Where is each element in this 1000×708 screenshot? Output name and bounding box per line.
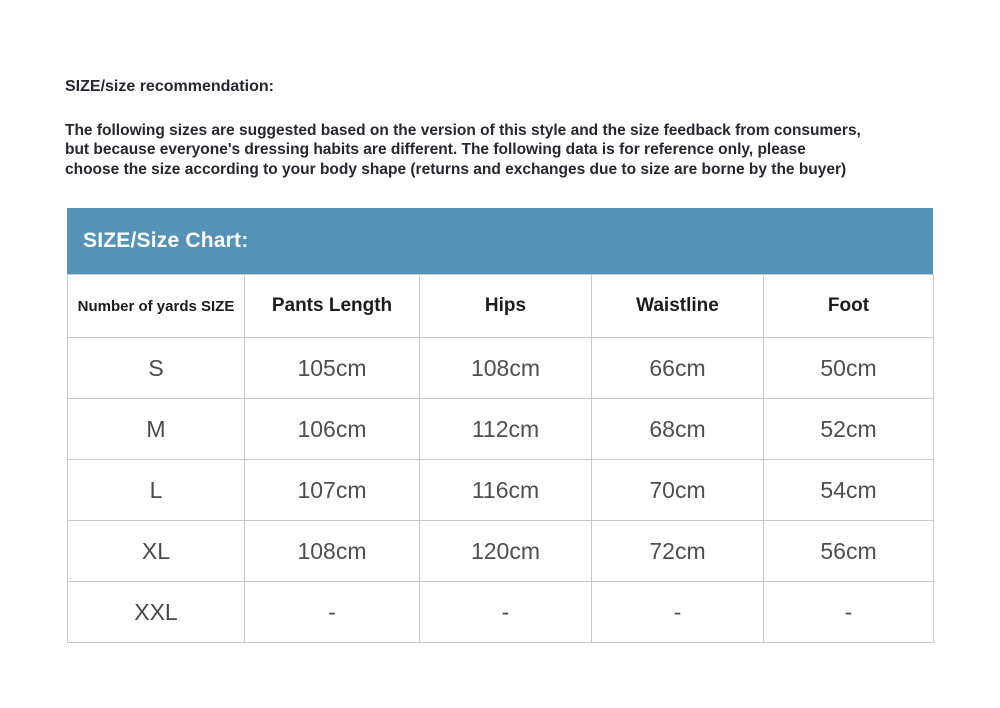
hips-cell: 108cm	[420, 338, 592, 399]
foot-cell: 50cm	[764, 338, 934, 399]
pants-length-cell: 105cm	[245, 338, 420, 399]
size-chart-header-bar	[67, 208, 933, 274]
hips-cell: 116cm	[420, 460, 592, 521]
pants-length-cell: 107cm	[245, 460, 420, 521]
pants-length-cell: -	[245, 582, 420, 643]
column-header-foot: Foot	[764, 275, 934, 338]
size-chart-heading: SIZE/Size Chart:	[83, 229, 249, 252]
table-row-l	[68, 460, 934, 521]
size-chart-table	[67, 274, 934, 643]
foot-cell: -	[764, 582, 934, 643]
waistline-cell: 68cm	[592, 399, 764, 460]
hips-cell: 120cm	[420, 521, 592, 582]
column-header-size: Number of yards SIZE	[68, 275, 245, 338]
table-row-m	[68, 399, 934, 460]
foot-cell: 56cm	[764, 521, 934, 582]
table-row-xl	[68, 521, 934, 582]
hips-cell: 112cm	[420, 399, 592, 460]
size-recommendation-paragraph	[65, 121, 955, 179]
foot-cell: 52cm	[764, 399, 934, 460]
waistline-cell: 66cm	[592, 338, 764, 399]
size-chart-table-body	[68, 338, 934, 643]
table-row-s	[68, 338, 934, 399]
size-cell: XXL	[68, 582, 245, 643]
size-cell: S	[68, 338, 245, 399]
size-recommendation-title: SIZE/size recommendation:	[65, 78, 274, 95]
recommendation-line-3: choose the size according to your body shape (returns and exchanges due to size are borne by the buyer)	[65, 160, 847, 178]
waistline-cell: 70cm	[592, 460, 764, 521]
pants-length-cell: 106cm	[245, 399, 420, 460]
column-header-hips: Hips	[420, 275, 592, 338]
pants-length-cell: 108cm	[245, 521, 420, 582]
table-row-xxl	[68, 582, 934, 643]
recommendation-line-2: but because everyone's dressing habits are different. The following data is for reference only, please	[65, 141, 806, 159]
size-cell: XL	[68, 521, 245, 582]
waistline-cell: -	[592, 582, 764, 643]
column-header-pants-length: Pants Length	[245, 275, 420, 338]
header-row	[68, 275, 934, 338]
size-cell: M	[68, 399, 245, 460]
hips-cell: -	[420, 582, 592, 643]
column-header-waistline: Waistline	[592, 275, 764, 338]
foot-cell: 54cm	[764, 460, 934, 521]
recommendation-line-1: The following sizes are suggested based on the version of this style and the size feedback from consumers,	[65, 122, 861, 139]
size-cell: L	[68, 460, 245, 521]
size-chart-table-head	[68, 275, 934, 338]
waistline-cell: 72cm	[592, 521, 764, 582]
